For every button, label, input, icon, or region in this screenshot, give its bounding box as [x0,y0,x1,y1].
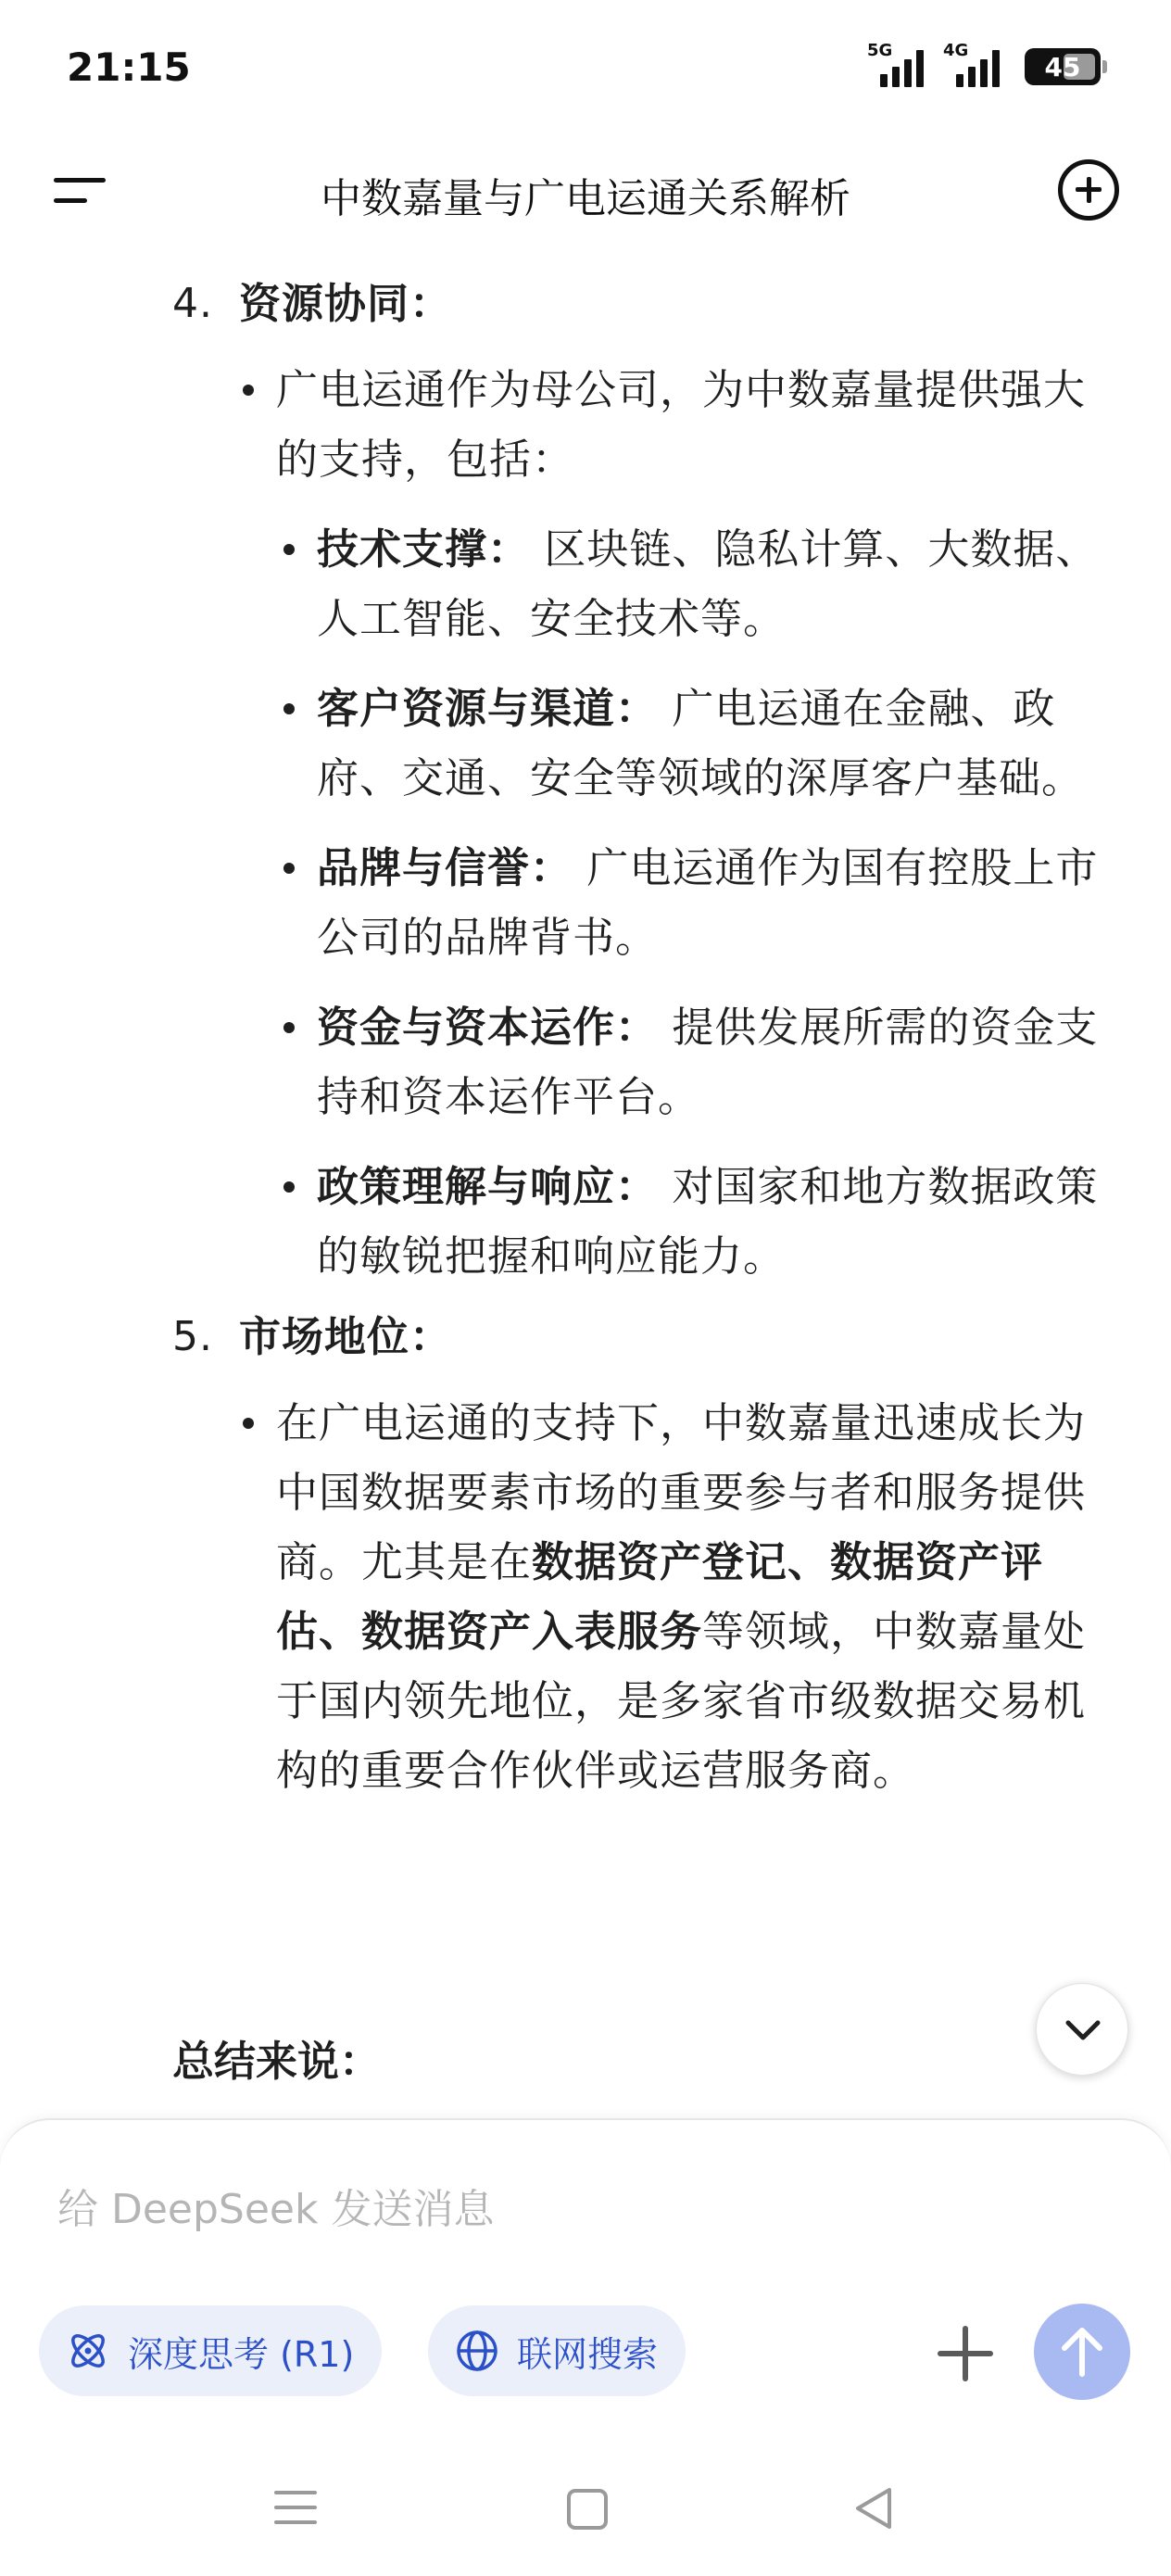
web-search-label: 联网搜索 [517,2333,659,2375]
section-title: 资源协同： [239,279,453,328]
chevron-down-icon [1064,2015,1102,2045]
send-button[interactable] [1034,2304,1130,2400]
new-chat-plus-icon[interactable] [1058,159,1119,221]
home-icon[interactable] [567,2489,608,2530]
deep-think-label: 深度思考 (R1) [128,2333,355,2375]
sub-bullet-text: 广电运通在金融、政府、交通、安全等领域的深厚客户基础。 [317,684,1085,802]
web-search-toggle[interactable] [428,2305,686,2396]
page-title: 中数嘉量与广电运通关系解析 [321,175,850,222]
sub-bullet-item [0,1152,1171,1291]
sub-bullet-label: 技术支撑： [317,524,531,574]
signal-4g-icon [943,41,1008,87]
signal-5g-label: 5G [867,41,893,60]
sub-bullet-label: 政策理解与响应： [317,1162,659,1211]
bullet-dot [283,1181,295,1193]
bullet-bold-text: 数据资产登记、数据资产评估、数据资产入表服务 [276,1537,1044,1656]
battery-level: 45 [1044,51,1081,82]
list-number: 4. [172,280,213,327]
sub-bullet-item [0,833,1171,972]
chat-header [0,139,1171,243]
bullet-text: 广电运通作为母公司，为中数嘉量提供强大的支持，包括： [276,365,1087,484]
battery-icon [1025,48,1101,85]
sub-bullet-label: 资金与资本运作： [317,1003,659,1052]
system-nav-bar [0,2437,1171,2576]
bullet-text: 在广电运通的支持下，中数嘉量迅速成长为中国数据要素市场的重要参与者和服务提供商。尤其是在 [276,1398,1087,1586]
status-time: 21:15 [67,44,191,90]
signal-4g-label: 4G [943,41,969,60]
bullet-dot [243,1418,254,1429]
sub-bullet-label: 品牌与信誉： [317,843,573,892]
sub-bullet-text: 区块链、隐私计算、大数据、人工智能、安全技术等。 [317,524,1099,643]
atom-icon [65,2328,111,2374]
message-content [0,269,1171,1805]
arrow-up-icon [1059,2326,1105,2378]
section-title: 市场地位： [239,1312,453,1361]
sub-bullet-label: 客户资源与渠道： [317,684,659,733]
bullet-dot [243,385,254,396]
bullet-dot [283,1022,295,1033]
sub-bullet-text: 对国家和地方数据政策的敏锐把握和响应能力。 [317,1162,1099,1281]
list-item-4 [0,269,1171,338]
sub-bullet-text: 提供发展所需的资金支持和资本运作平台。 [317,1003,1099,1121]
deep-think-toggle[interactable] [39,2305,382,2396]
sub-bullet-text: 广电运通作为国有控股上市公司的品牌背书。 [317,843,1099,962]
message-input[interactable] [57,2172,1077,2246]
recent-apps-icon[interactable] [274,2489,317,2526]
summary-heading: 总结来说： [172,2037,382,2086]
sub-bullet-item [0,992,1171,1131]
status-icons [867,41,1101,87]
back-icon[interactable] [852,2485,895,2532]
add-attachment-plus-icon[interactable] [938,2326,993,2381]
status-bar [0,0,1171,139]
sub-bullet-item [0,514,1171,653]
scroll-down-button[interactable] [1036,1983,1128,2076]
globe-icon [454,2328,500,2374]
bullet-dot [283,703,295,714]
signal-5g-icon [867,41,932,87]
list-number: 5. [172,1313,213,1360]
bullet-item [0,355,1171,494]
hamburger-menu-icon[interactable] [54,170,109,211]
list-item-5 [0,1302,1171,1371]
bullet-item [0,1388,1171,1805]
bullet-text: 等领域，中数嘉量处于国内领先地位，是多家省市级数据交易机构的重要合作伙伴或运营服务商。 [276,1607,1087,1795]
bullet-dot [283,863,295,874]
bullet-dot [283,544,295,555]
sub-bullet-item [0,674,1171,813]
